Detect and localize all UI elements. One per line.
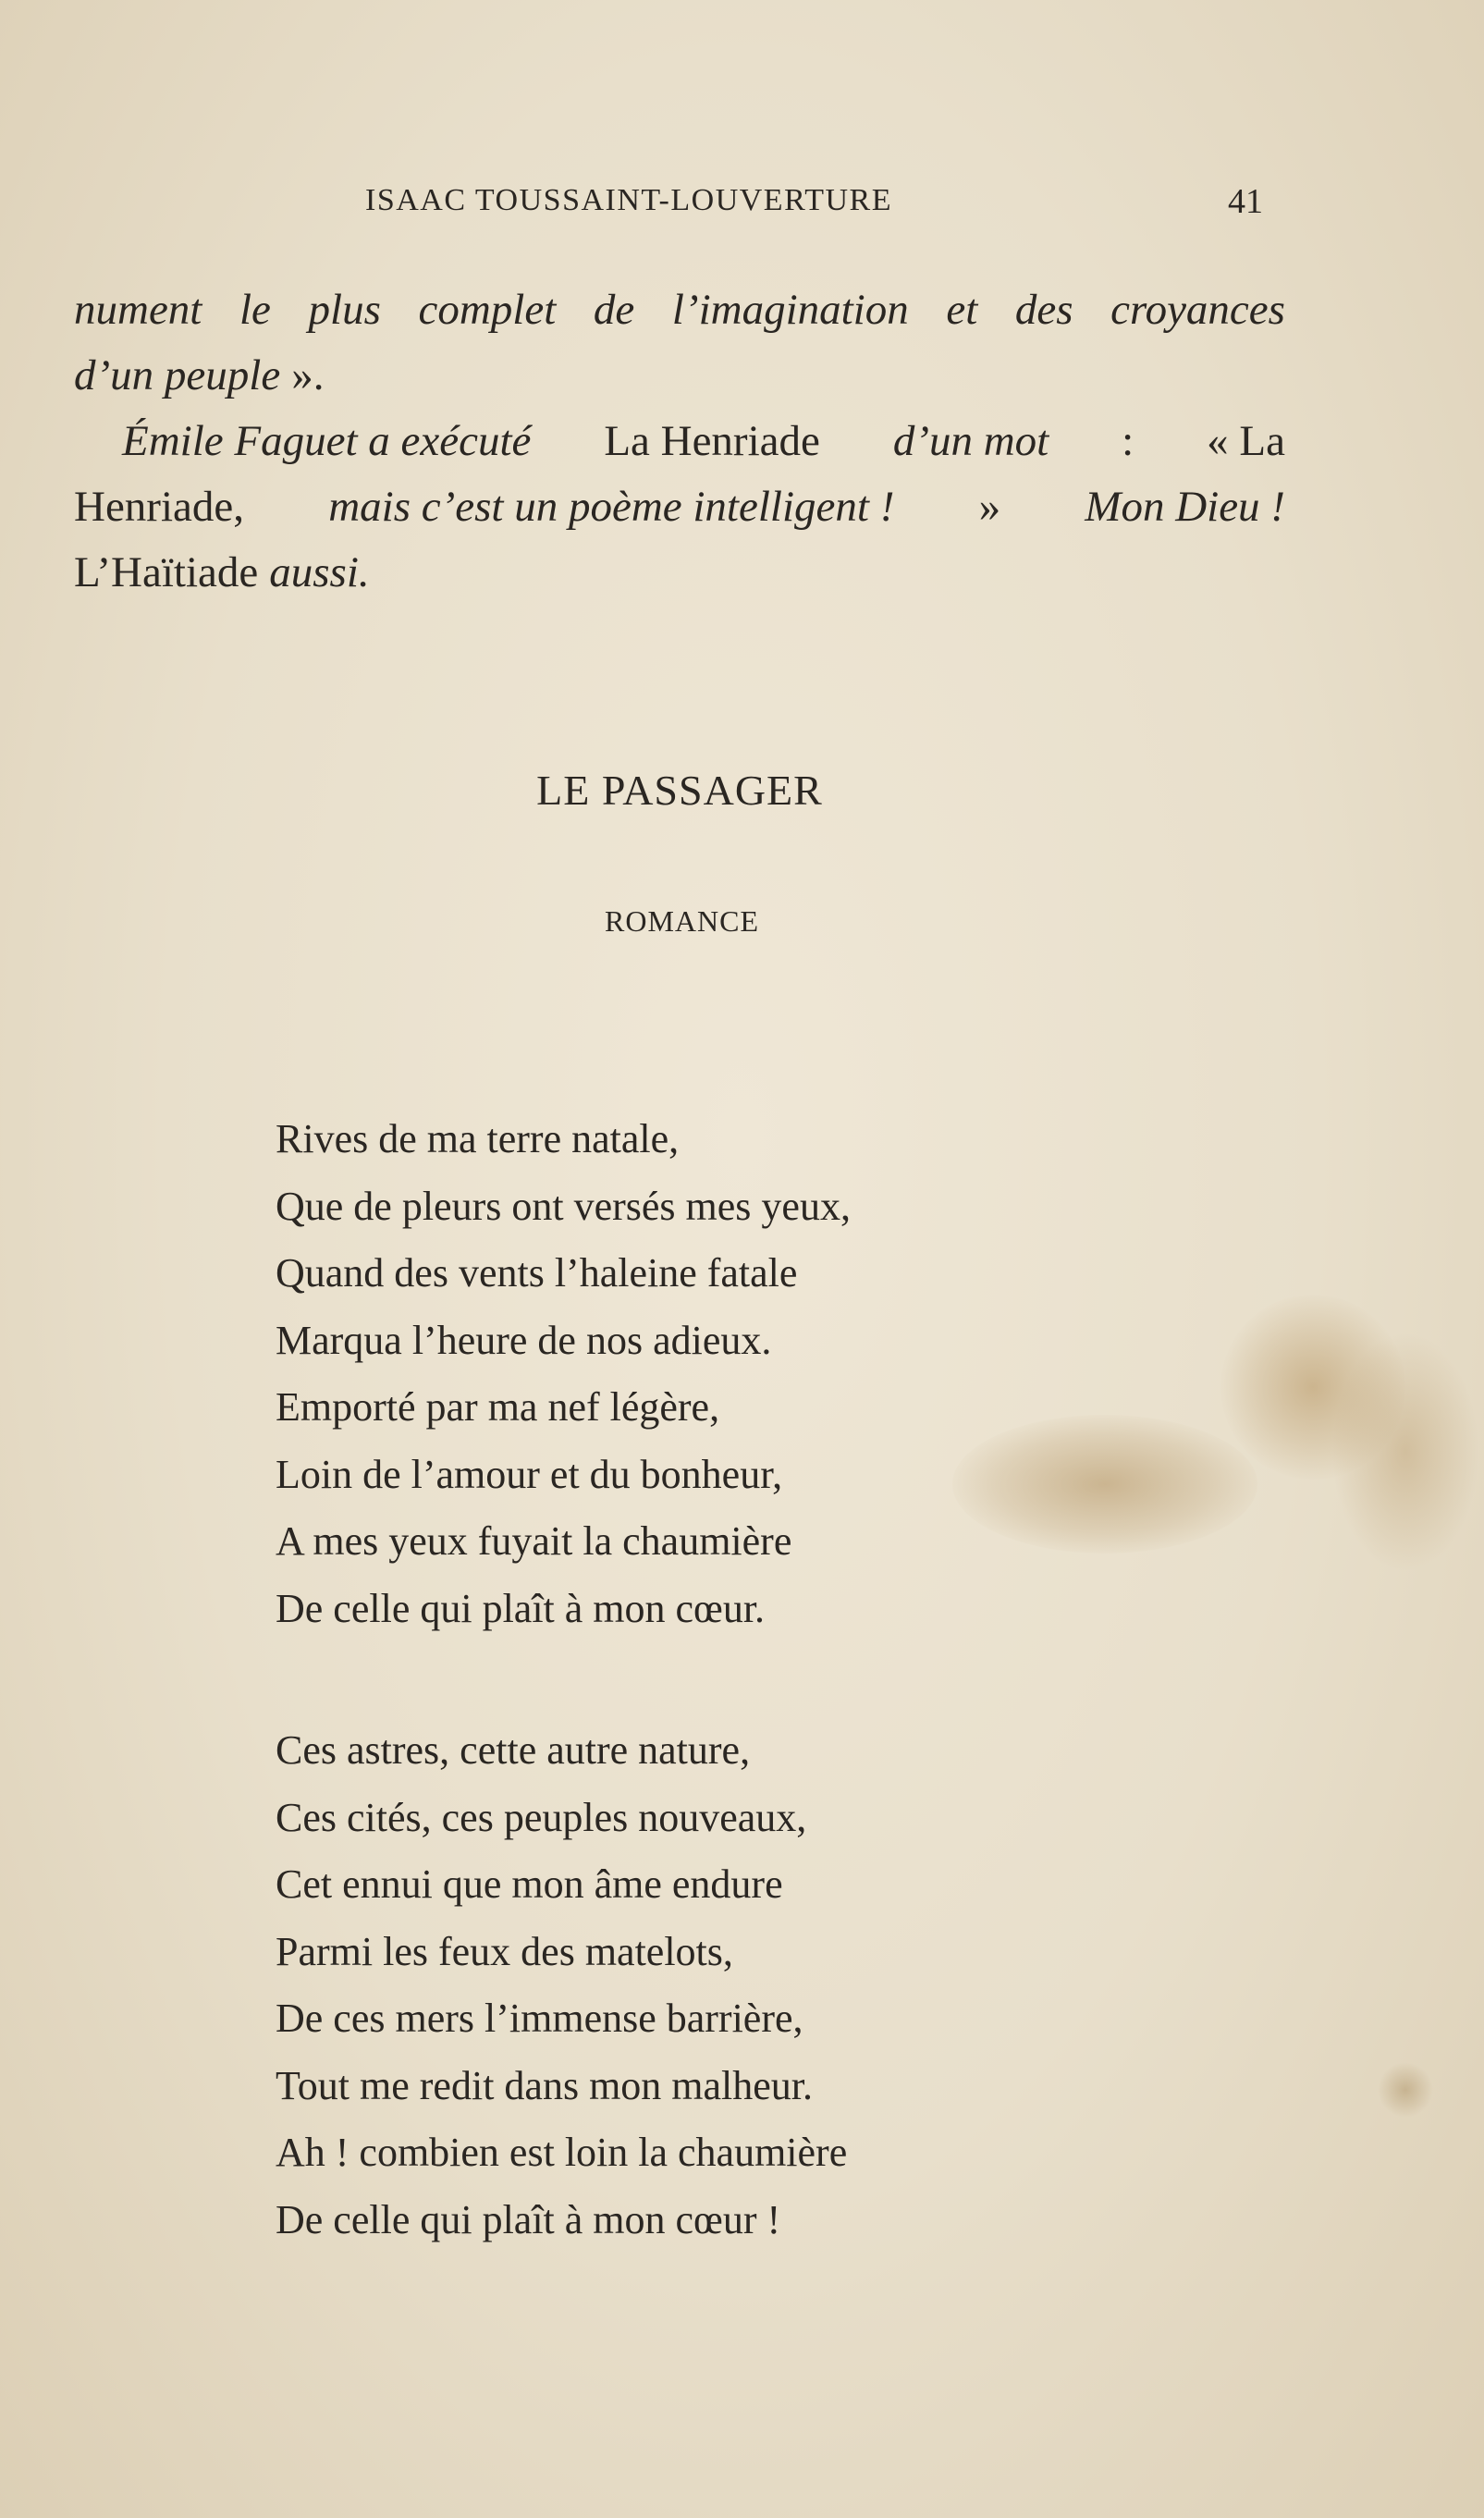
- prose-phrase: ».: [291, 351, 325, 399]
- prose-line-2: [74, 343, 1285, 409]
- prose-word: de: [593, 286, 635, 334]
- prose-word: complet: [418, 286, 557, 334]
- verse-line: Ces astres, cette autre nature,: [276, 1727, 751, 1773]
- prose-line-5: [74, 540, 1285, 606]
- prose-line-1: [74, 277, 1285, 343]
- prose-phrase: d’un peuple: [74, 351, 281, 399]
- verse-line: Emporté par ma nef légère,: [276, 1384, 720, 1430]
- verse-line: Ces cités, ces peuples nouveaux,: [276, 1794, 807, 1840]
- prose-phrase: L’Haïtiade: [74, 548, 259, 596]
- prose-phrase: Mon Dieu !: [1085, 483, 1285, 531]
- verse-line: Parmi les feux des matelots,: [276, 1928, 733, 1974]
- prose-phrase: d’un mot: [892, 417, 1049, 465]
- paper-stain: [1331, 1332, 1479, 1572]
- prose-word: nument: [74, 286, 202, 334]
- prose-phrase: mais c’est un poème intelligent !: [328, 483, 895, 531]
- prose-phrase: Émile Faguet a exécuté: [122, 417, 532, 465]
- prose-word: croyances: [1110, 286, 1285, 334]
- prose-phrase: »: [978, 483, 1001, 531]
- verse-line: A mes yeux fuyait la chaumière: [276, 1518, 792, 1564]
- prose-word: plus: [308, 286, 381, 334]
- prose-phrase: Henriade,: [74, 483, 244, 531]
- paper-stain: [952, 1415, 1257, 1554]
- prose-phrase: « La: [1207, 417, 1285, 465]
- verse-line: Marqua l’heure de nos adieux.: [276, 1317, 772, 1363]
- prose-block: [74, 277, 1285, 606]
- verse-line: Tout me redit dans mon malheur.: [276, 2062, 814, 2108]
- verse-line: De ces mers l’immense barrière,: [276, 1996, 803, 2041]
- paper-stain: [1378, 2062, 1433, 2118]
- prose-line-3: [74, 409, 1285, 474]
- verse-line: De celle qui plaît à mon cœur.: [276, 1585, 766, 1631]
- verse-line: Que de pleurs ont versés mes yeux,: [276, 1183, 851, 1229]
- paper-stain: [1220, 1295, 1405, 1480]
- prose-word: des: [1014, 286, 1073, 334]
- verse-line: Rives de ma terre natale,: [276, 1116, 680, 1161]
- verse-line: Loin de l’amour et du bonheur,: [276, 1451, 783, 1497]
- prose-word: le: [239, 286, 271, 334]
- stanza-1: [276, 1106, 851, 1642]
- poem-title: LE PASSAGER: [536, 767, 823, 814]
- prose-phrase: :: [1122, 417, 1134, 465]
- prose-line-4: [74, 474, 1285, 540]
- running-head: ISAAC TOUSSAINT-LOUVERTURE: [365, 183, 892, 217]
- page-number: 41: [1228, 182, 1263, 221]
- prose-phrase: La Henriade: [604, 417, 820, 465]
- verse-line: Quand des vents l’haleine fatale: [276, 1250, 798, 1296]
- verse-line: Cet ennui que mon âme endure: [276, 1861, 783, 1907]
- prose-word: l’imagination: [671, 286, 909, 334]
- stanza-2: [276, 1717, 847, 2254]
- verse-line: Ah ! combien est loin la chaumière: [276, 2130, 848, 2175]
- prose-word: et: [946, 286, 978, 334]
- poem-subtitle: ROMANCE: [604, 904, 759, 938]
- verse-line: De celle qui plaît à mon cœur !: [276, 2196, 781, 2242]
- prose-phrase: aussi.: [269, 548, 370, 596]
